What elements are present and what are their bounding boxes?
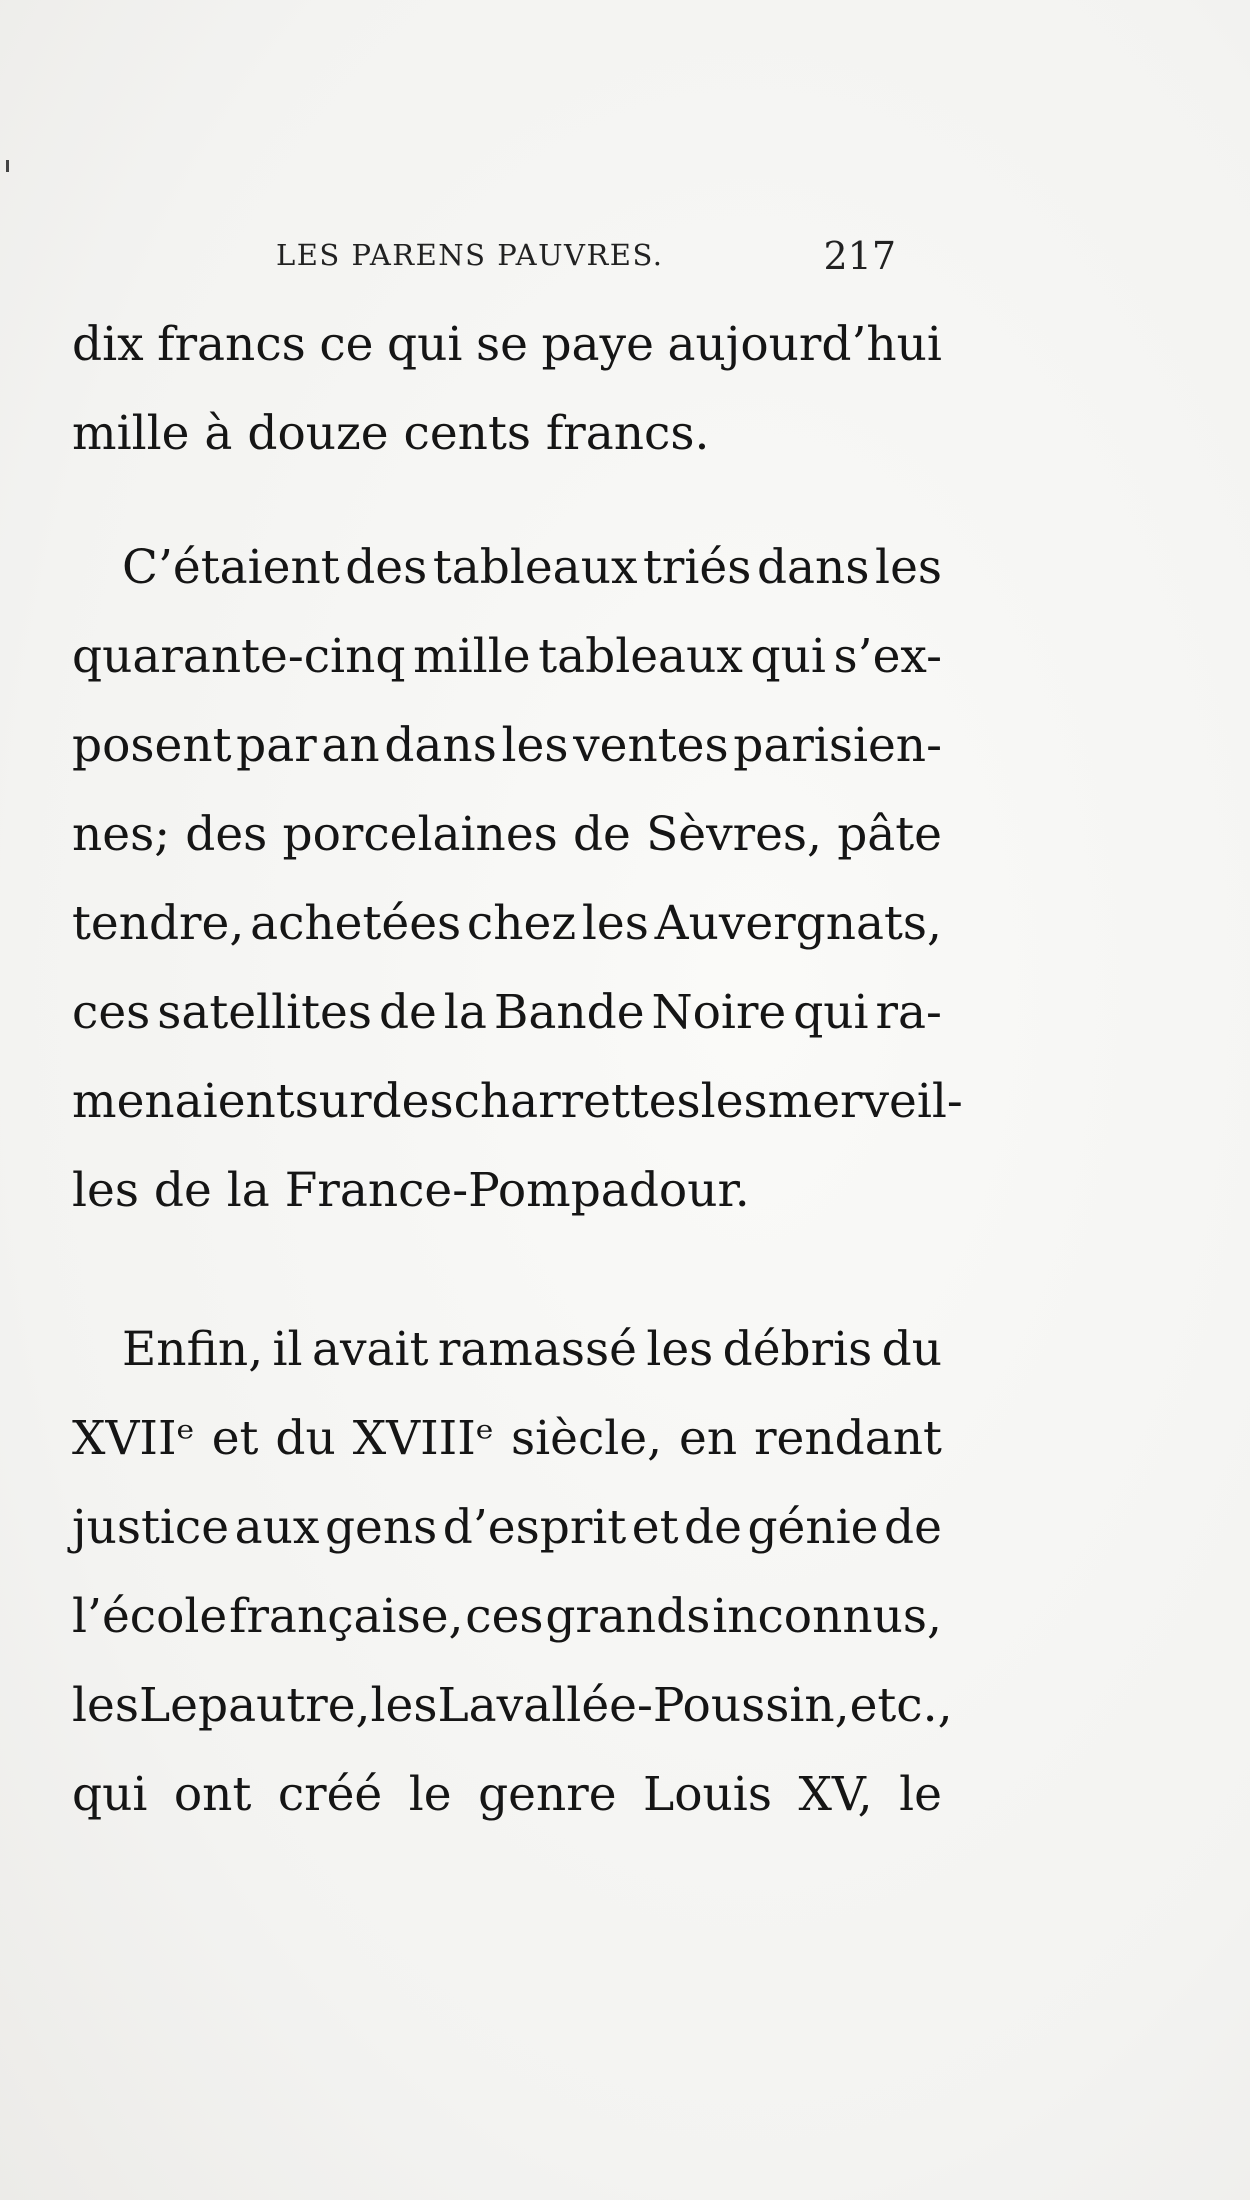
text-line: menaient sur des charrettes les merveil- — [72, 1074, 963, 1129]
text-line: Enfin, il avait ramassé les débris du — [122, 1322, 942, 1377]
body-text — [72, 300, 963, 1839]
text-line: tendre, achetées chez les Auvergnats, — [72, 896, 942, 951]
text-line: mille à douze cents francs. — [72, 406, 710, 461]
page-header — [270, 234, 910, 284]
text-line: les Lepautre, les Lavallée-Poussin, etc., — [72, 1678, 953, 1733]
page-number: 217 — [823, 234, 896, 278]
text-line: ces satellites de la Bande Noire qui ra- — [72, 985, 942, 1040]
text-line: les de la France-Pompadour. — [72, 1163, 750, 1218]
text-line: justice aux gens d’esprit et de génie de — [72, 1500, 942, 1555]
margin-mark — [6, 160, 9, 172]
paragraph-2 — [72, 523, 963, 1235]
paragraph-1 — [72, 300, 942, 478]
text-line: XVIIᵉ et du XVIIIᵉ siècle, en rendant — [72, 1411, 942, 1466]
running-head: LES PARENS PAUVRES. — [276, 238, 664, 272]
text-line: quarante-cinq mille tableaux qui s’ex- — [72, 629, 942, 684]
paragraph-3 — [72, 1305, 953, 1839]
text-line: posent par an dans les ventes parisien- — [72, 718, 942, 773]
text-line: C’étaient des tableaux triés dans les — [122, 540, 942, 595]
text-line: l’école française, ces grands inconnus, — [72, 1589, 942, 1644]
text-line: nes; des porcelaines de Sèvres, pâte — [72, 807, 942, 862]
text-line: dix francs ce qui se paye aujourd’hui — [72, 317, 942, 372]
text-line: qui ont créé le genre Louis XV, le — [72, 1767, 942, 1822]
